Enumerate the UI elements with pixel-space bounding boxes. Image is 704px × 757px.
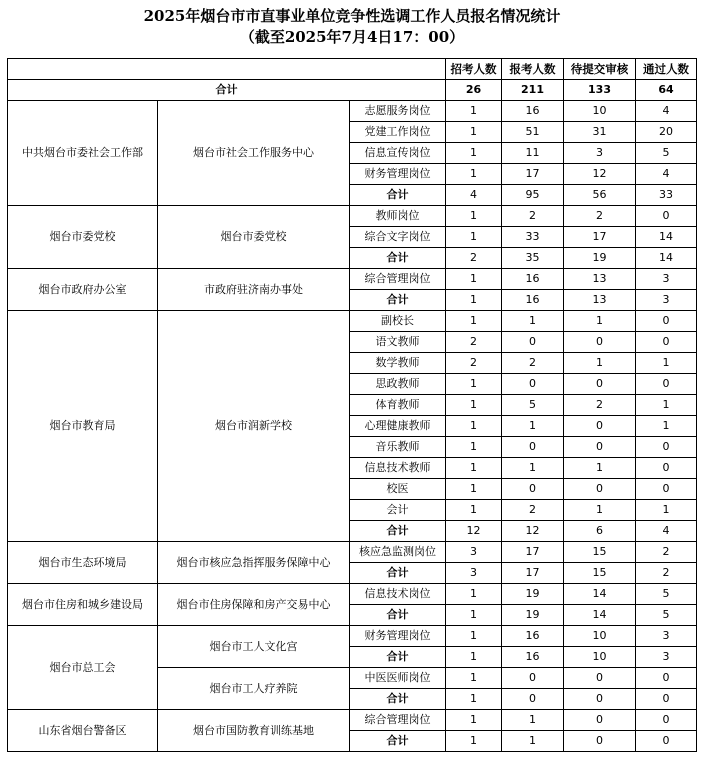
applicants-cell: 16 <box>502 647 564 668</box>
quota-cell: 1 <box>446 290 502 311</box>
post-cell: 会计 <box>350 500 446 521</box>
post-cell: 校医 <box>350 479 446 500</box>
unit-cell: 市政府驻济南办事处 <box>158 269 350 311</box>
pending-cell: 0 <box>564 416 636 437</box>
applicants-cell: 16 <box>502 626 564 647</box>
applicants-cell: 0 <box>502 689 564 710</box>
department-cell: 烟台市政府办公室 <box>8 269 158 311</box>
approved-cell: 1 <box>636 353 697 374</box>
unit-cell: 烟台市国防教育训练基地 <box>158 710 350 752</box>
applicants-cell: 2 <box>502 353 564 374</box>
pending-cell: 14 <box>564 584 636 605</box>
applicants-cell: 33 <box>502 227 564 248</box>
department-cell: 烟台市总工会 <box>8 626 158 710</box>
post-cell: 财务管理岗位 <box>350 164 446 185</box>
quota-cell: 1 <box>446 626 502 647</box>
approved-cell: 33 <box>636 185 697 206</box>
pending-cell: 10 <box>564 626 636 647</box>
header-blank-cell <box>8 59 446 80</box>
quota-cell: 1 <box>446 374 502 395</box>
approved-cell: 5 <box>636 143 697 164</box>
applicants-cell: 51 <box>502 122 564 143</box>
department-cell: 山东省烟台警备区 <box>8 710 158 752</box>
quota-cell: 1 <box>446 500 502 521</box>
approved-cell: 0 <box>636 710 697 731</box>
post-cell: 核应急监测岗位 <box>350 542 446 563</box>
approved-cell: 0 <box>636 206 697 227</box>
header-approved: 通过人数 <box>636 59 697 80</box>
pending-cell: 0 <box>564 332 636 353</box>
quota-cell: 1 <box>446 227 502 248</box>
applicants-cell: 0 <box>502 374 564 395</box>
applicants-cell: 2 <box>502 500 564 521</box>
post-cell: 合计 <box>350 605 446 626</box>
post-cell: 数学教师 <box>350 353 446 374</box>
unit-cell: 烟台市工人疗养院 <box>158 668 350 710</box>
approved-cell: 4 <box>636 101 697 122</box>
unit-cell: 烟台市润新学校 <box>158 311 350 542</box>
pending-cell: 0 <box>564 668 636 689</box>
applicants-cell: 16 <box>502 290 564 311</box>
post-cell: 合计 <box>350 731 446 752</box>
applicants-cell: 16 <box>502 101 564 122</box>
pending-cell: 12 <box>564 164 636 185</box>
post-cell: 体育教师 <box>350 395 446 416</box>
post-cell: 音乐教师 <box>350 437 446 458</box>
pending-cell: 0 <box>564 374 636 395</box>
department-cell: 烟台市住房和城乡建设局 <box>8 584 158 626</box>
table-row <box>8 206 697 227</box>
applicants-cell: 0 <box>502 437 564 458</box>
approved-cell: 0 <box>636 311 697 332</box>
grand-total-applicants: 211 <box>502 80 564 101</box>
pending-cell: 0 <box>564 689 636 710</box>
post-cell: 综合文字岗位 <box>350 227 446 248</box>
applicants-cell: 0 <box>502 668 564 689</box>
post-cell: 财务管理岗位 <box>350 626 446 647</box>
quota-cell: 1 <box>446 731 502 752</box>
quota-cell: 1 <box>446 647 502 668</box>
post-cell: 综合管理岗位 <box>350 710 446 731</box>
applicants-cell: 17 <box>502 164 564 185</box>
approved-cell: 14 <box>636 248 697 269</box>
approved-cell: 1 <box>636 416 697 437</box>
quota-cell: 1 <box>446 458 502 479</box>
pending-cell: 2 <box>564 206 636 227</box>
header-quota: 招考人数 <box>446 59 502 80</box>
pending-cell: 0 <box>564 479 636 500</box>
quota-cell: 1 <box>446 269 502 290</box>
pending-cell: 1 <box>564 311 636 332</box>
grand-total-label: 合计 <box>8 80 446 101</box>
page-title: 2025年烟台市市直事业单位竞争性选调工作人员报名情况统计 <box>143 7 561 25</box>
pending-cell: 0 <box>564 731 636 752</box>
applicants-cell: 5 <box>502 395 564 416</box>
pending-cell: 1 <box>564 458 636 479</box>
applicants-cell: 17 <box>502 563 564 584</box>
quota-cell: 1 <box>446 605 502 626</box>
pending-cell: 19 <box>564 248 636 269</box>
post-cell: 中医医师岗位 <box>350 668 446 689</box>
post-cell: 心理健康教师 <box>350 416 446 437</box>
table-row <box>8 710 697 731</box>
table-body <box>8 59 697 752</box>
quota-cell: 2 <box>446 332 502 353</box>
post-cell: 合计 <box>350 563 446 584</box>
post-cell: 副校长 <box>350 311 446 332</box>
department-cell: 烟台市委党校 <box>8 206 158 269</box>
approved-cell: 0 <box>636 689 697 710</box>
post-cell: 合计 <box>350 521 446 542</box>
grand-total-quota: 26 <box>446 80 502 101</box>
applicants-cell: 17 <box>502 542 564 563</box>
approved-cell: 4 <box>636 521 697 542</box>
quota-cell: 1 <box>446 416 502 437</box>
quota-cell: 1 <box>446 164 502 185</box>
grand-total-pending: 133 <box>564 80 636 101</box>
grand-total-row <box>8 80 697 101</box>
quota-cell: 1 <box>446 689 502 710</box>
applicants-cell: 35 <box>502 248 564 269</box>
page-subtitle: （截至2025年7月4日17：00） <box>239 28 465 46</box>
statistics-table <box>7 58 697 752</box>
approved-cell: 0 <box>636 668 697 689</box>
pending-cell: 10 <box>564 647 636 668</box>
approved-cell: 3 <box>636 626 697 647</box>
header-pending-review: 待提交审核 <box>564 59 636 80</box>
applicants-cell: 1 <box>502 710 564 731</box>
table-row <box>8 584 697 605</box>
approved-cell: 2 <box>636 563 697 584</box>
quota-cell: 1 <box>446 101 502 122</box>
pending-cell: 15 <box>564 542 636 563</box>
applicants-cell: 1 <box>502 458 564 479</box>
applicants-cell: 2 <box>502 206 564 227</box>
pending-cell: 6 <box>564 521 636 542</box>
post-cell: 合计 <box>350 248 446 269</box>
applicants-cell: 19 <box>502 584 564 605</box>
quota-cell: 3 <box>446 542 502 563</box>
post-cell: 综合管理岗位 <box>350 269 446 290</box>
quota-cell: 1 <box>446 437 502 458</box>
post-cell: 信息技术教师 <box>350 458 446 479</box>
table-row <box>8 311 697 332</box>
approved-cell: 5 <box>636 584 697 605</box>
quota-cell: 1 <box>446 710 502 731</box>
applicants-cell: 95 <box>502 185 564 206</box>
approved-cell: 0 <box>636 374 697 395</box>
pending-cell: 14 <box>564 605 636 626</box>
pending-cell: 13 <box>564 290 636 311</box>
pending-cell: 2 <box>564 395 636 416</box>
approved-cell: 4 <box>636 164 697 185</box>
approved-cell: 0 <box>636 437 697 458</box>
applicants-cell: 0 <box>502 332 564 353</box>
approved-cell: 1 <box>636 395 697 416</box>
applicants-cell: 1 <box>502 416 564 437</box>
post-cell: 合计 <box>350 290 446 311</box>
table-row <box>8 542 697 563</box>
approved-cell: 0 <box>636 479 697 500</box>
quota-cell: 1 <box>446 143 502 164</box>
post-cell: 党建工作岗位 <box>350 122 446 143</box>
approved-cell: 0 <box>636 731 697 752</box>
post-cell: 语文教师 <box>350 332 446 353</box>
post-cell: 合计 <box>350 689 446 710</box>
unit-cell: 烟台市住房保障和房产交易中心 <box>158 584 350 626</box>
post-cell: 信息技术岗位 <box>350 584 446 605</box>
approved-cell: 14 <box>636 227 697 248</box>
pending-cell: 0 <box>564 437 636 458</box>
quota-cell: 1 <box>446 206 502 227</box>
pending-cell: 3 <box>564 143 636 164</box>
table-row <box>8 626 697 647</box>
approved-cell: 3 <box>636 269 697 290</box>
table-row <box>8 101 697 122</box>
quota-cell: 4 <box>446 185 502 206</box>
applicants-cell: 19 <box>502 605 564 626</box>
pending-cell: 56 <box>564 185 636 206</box>
approved-cell: 5 <box>636 605 697 626</box>
unit-cell: 烟台市工人文化宫 <box>158 626 350 668</box>
approved-cell: 3 <box>636 647 697 668</box>
quota-cell: 2 <box>446 248 502 269</box>
pending-cell: 0 <box>564 710 636 731</box>
post-cell: 合计 <box>350 185 446 206</box>
unit-cell: 烟台市委党校 <box>158 206 350 269</box>
quota-cell: 1 <box>446 122 502 143</box>
applicants-cell: 1 <box>502 311 564 332</box>
header-applicants: 报考人数 <box>502 59 564 80</box>
approved-cell: 1 <box>636 500 697 521</box>
applicants-cell: 16 <box>502 269 564 290</box>
quota-cell: 1 <box>446 395 502 416</box>
grand-total-approved: 64 <box>636 80 697 101</box>
approved-cell: 0 <box>636 332 697 353</box>
applicants-cell: 0 <box>502 479 564 500</box>
approved-cell: 20 <box>636 122 697 143</box>
post-cell: 思政教师 <box>350 374 446 395</box>
pending-cell: 1 <box>564 353 636 374</box>
quota-cell: 1 <box>446 584 502 605</box>
quota-cell: 12 <box>446 521 502 542</box>
pending-cell: 10 <box>564 101 636 122</box>
post-cell: 志愿服务岗位 <box>350 101 446 122</box>
quota-cell: 1 <box>446 479 502 500</box>
quota-cell: 3 <box>446 563 502 584</box>
department-cell: 中共烟台市委社会工作部 <box>8 101 158 206</box>
quota-cell: 2 <box>446 353 502 374</box>
applicants-cell: 11 <box>502 143 564 164</box>
department-cell: 烟台市生态环境局 <box>8 542 158 584</box>
post-cell: 合计 <box>350 647 446 668</box>
department-cell: 烟台市教育局 <box>8 311 158 542</box>
header-row <box>8 59 697 80</box>
table-row <box>8 269 697 290</box>
approved-cell: 2 <box>636 542 697 563</box>
unit-cell: 烟台市社会工作服务中心 <box>158 101 350 206</box>
applicants-cell: 12 <box>502 521 564 542</box>
pending-cell: 13 <box>564 269 636 290</box>
pending-cell: 17 <box>564 227 636 248</box>
pending-cell: 1 <box>564 500 636 521</box>
post-cell: 信息宣传岗位 <box>350 143 446 164</box>
approved-cell: 3 <box>636 290 697 311</box>
approved-cell: 0 <box>636 458 697 479</box>
quota-cell: 1 <box>446 668 502 689</box>
applicants-cell: 1 <box>502 731 564 752</box>
pending-cell: 31 <box>564 122 636 143</box>
pending-cell: 15 <box>564 563 636 584</box>
unit-cell: 烟台市核应急指挥服务保障中心 <box>158 542 350 584</box>
post-cell: 教师岗位 <box>350 206 446 227</box>
quota-cell: 1 <box>446 311 502 332</box>
